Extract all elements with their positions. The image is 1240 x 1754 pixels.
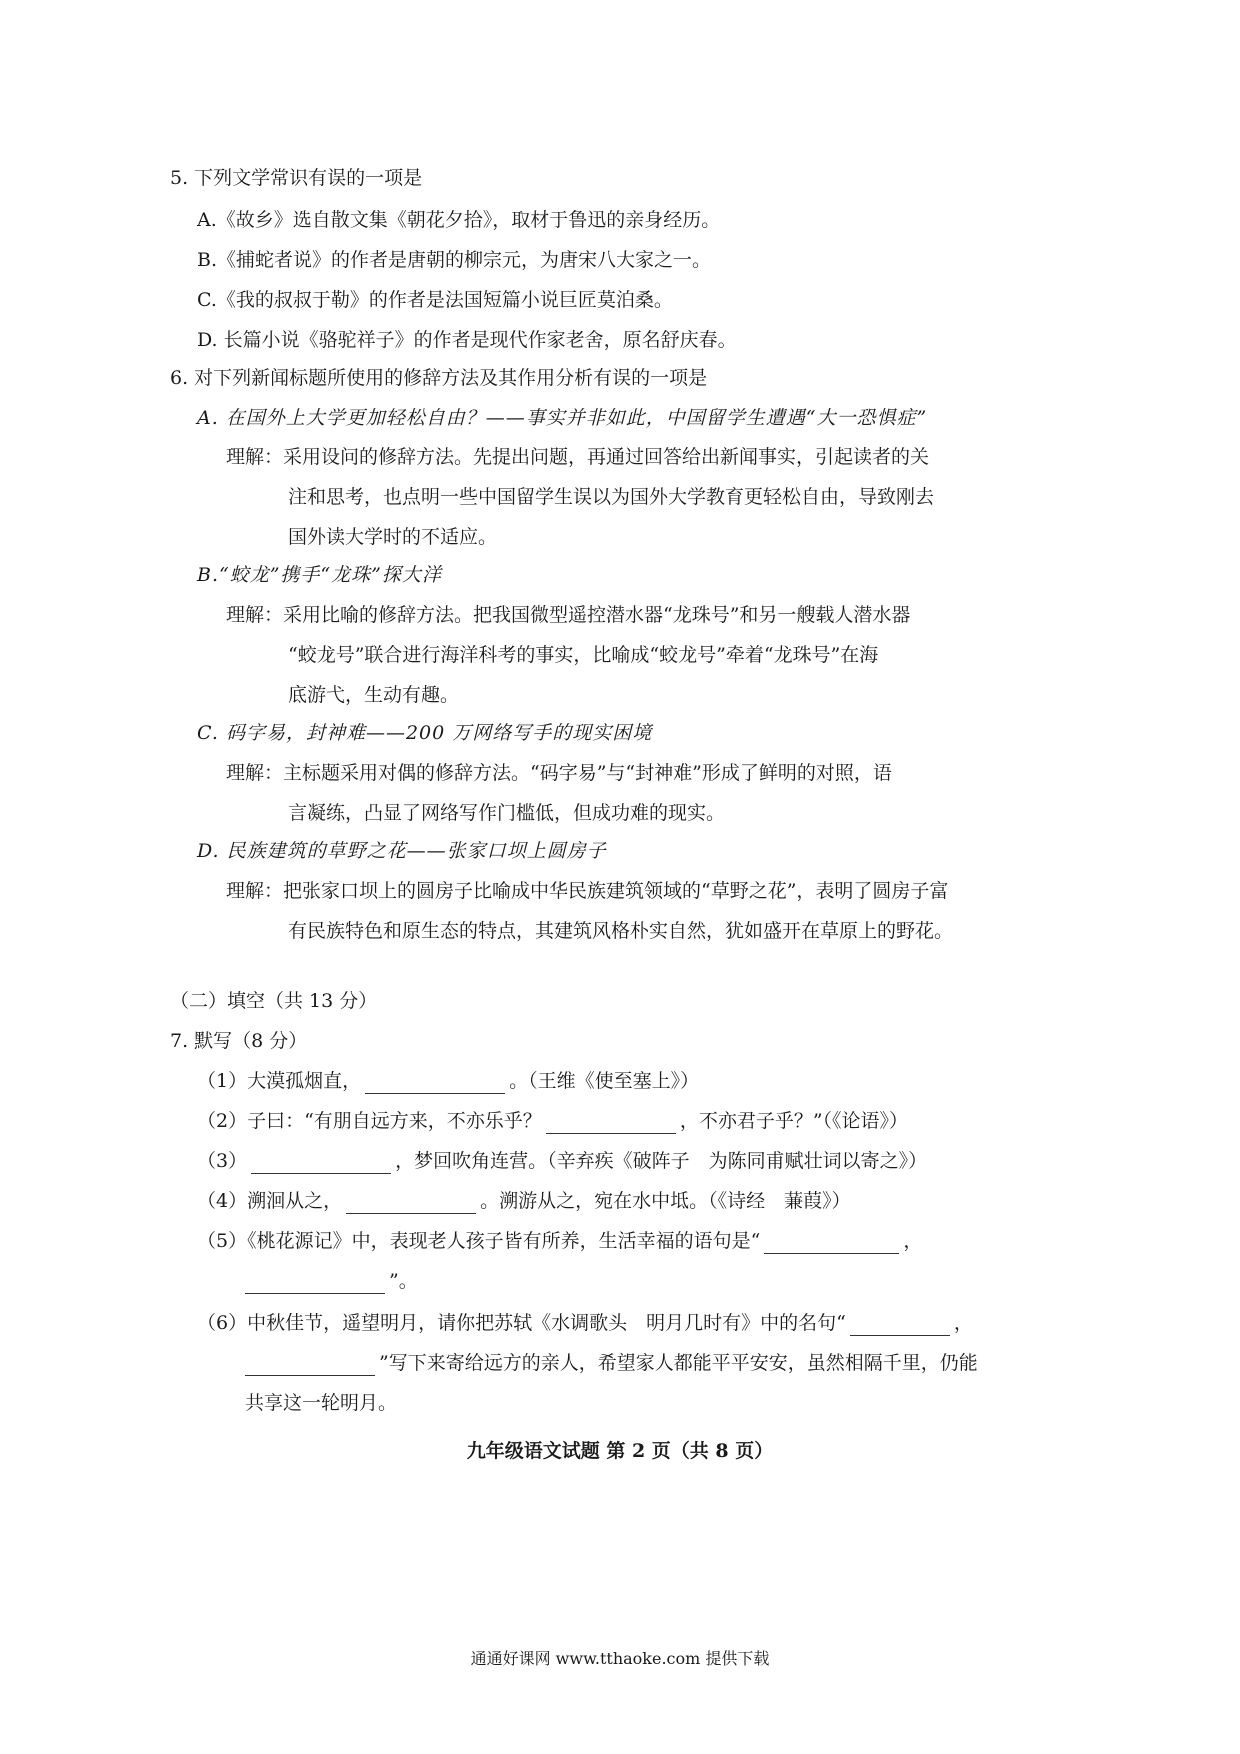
question-7-item-6 xyxy=(197,1310,973,1336)
answer-blank[interactable] xyxy=(850,1317,950,1336)
item-text: （6）中秋佳节，遥望明月，请你把苏轼《水调歌头 明月几时有》中的名句“ xyxy=(197,1312,846,1334)
question-5-option-d: D. 长篇小说《骆驼祥子》的作者是现代作家老舍，原名舒庆春。 xyxy=(197,329,737,351)
item-text: 。溯游从之，宛在水中坻。（《诗经 蒹葭》） xyxy=(480,1190,851,1212)
question-7-stem: 7. 默写（8 分） xyxy=(170,1030,308,1052)
item-text: （4）溯洄从之， xyxy=(197,1190,343,1212)
question-6-option-b-explanation: “蛟龙号”联合进行海洋科考的事实，比喻成“蛟龙号”牵着“龙珠号”在海 xyxy=(288,644,879,666)
item-text: （2）子曰：“有朋自远方来，不亦乐乎？ xyxy=(197,1110,542,1132)
question-6-option-d-explanation: 理解：把张家口坝上的圆房子比喻成中华民族建筑领域的“草野之花”，表明了圆房子富 xyxy=(226,880,949,902)
question-6-option-b-headline: B.“蛟龙”携手“龙珠”探大洋 xyxy=(197,564,442,586)
item-text: ，不亦君子乎？”（《论语》） xyxy=(679,1110,909,1132)
section-heading: （二）填空（共 13 分） xyxy=(170,990,378,1012)
answer-blank[interactable] xyxy=(365,1075,505,1094)
item-text: ， xyxy=(953,1312,973,1334)
question-7-item-1 xyxy=(197,1068,699,1094)
question-5-option-a: A.《故乡》选自散文集《朝花夕拾》，取材于鲁迅的亲身经历。 xyxy=(197,209,721,231)
question-6-option-d-headline: D. 民族建筑的草野之花——张家口坝上圆房子 xyxy=(197,840,607,862)
question-6-option-b-explanation: 底游弋，生动有趣。 xyxy=(288,684,460,706)
item-text: ，梦回吹角连营。（辛弃疾《破阵子 为陈同甫赋壮词以寄之》） xyxy=(395,1150,928,1172)
item-text: （3） xyxy=(197,1150,248,1172)
question-6-option-c-explanation: 理解：主标题采用对偶的修辞方法。“码字易”与“封神难”形成了鲜明的对照，语 xyxy=(226,762,892,784)
question-7-item-4 xyxy=(197,1188,851,1214)
item-text: ”写下来寄给远方的亲人，希望家人都能平平安安，虽然相隔千里，仍能 xyxy=(379,1352,978,1374)
download-source: 通通好课网 www.tthaoke.com 提供下载 xyxy=(470,1649,770,1668)
question-6-option-a-headline: A. 在国外上大学更加轻松自由？——事实并非如此，中国留学生遭遇“大一恐惧症” xyxy=(197,407,928,429)
page-footer: 九年级语文试题 第 2 页（共 8 页） xyxy=(466,1440,774,1462)
question-5-option-c: C.《我的叔叔于勒》的作者是法国短篇小说巨匠莫泊桑。 xyxy=(197,289,673,311)
question-7-item-5-cont xyxy=(245,1268,418,1294)
question-7-item-2 xyxy=(197,1108,908,1134)
item-text: （1）大漠孤烟直， xyxy=(197,1070,362,1092)
question-6-option-b-explanation: 理解：采用比喻的修辞方法。把我国微型遥控潜水器“龙珠号”和另一艘载人潜水器 xyxy=(226,604,911,626)
answer-blank[interactable] xyxy=(546,1115,676,1134)
item-text: 。（王维《使至塞上》） xyxy=(509,1070,700,1092)
question-6-option-a-explanation: 国外读大学时的不适应。 xyxy=(288,526,498,548)
item-text: ， xyxy=(903,1230,923,1252)
item-text: （5）《桃花源记》中，表现老人孩子皆有所养，生活幸福的语句是“ xyxy=(197,1230,761,1252)
answer-blank[interactable] xyxy=(346,1195,476,1214)
question-5-stem: 5. 下列文学常识有误的一项是 xyxy=(170,167,423,189)
question-7-item-6-cont xyxy=(245,1350,978,1376)
question-5-option-b: B.《捕蛇者说》的作者是唐朝的柳宗元，为唐宋八大家之一。 xyxy=(197,249,712,271)
answer-blank[interactable] xyxy=(764,1235,899,1254)
item-text: ”。 xyxy=(389,1270,418,1292)
answer-blank[interactable] xyxy=(251,1155,391,1174)
question-6-option-d-explanation: 有民族特色和原生态的特点，其建筑风格朴实自然，犹如盛开在草原上的野花。 xyxy=(288,920,954,942)
answer-blank[interactable] xyxy=(245,1357,375,1376)
question-6-option-c-explanation: 言凝练，凸显了网络写作门槛低，但成功难的现实。 xyxy=(288,802,726,824)
question-7-item-3 xyxy=(197,1148,927,1174)
question-6-option-a-explanation: 理解：采用设问的修辞方法。先提出问题，再通过回答给出新闻事实，引起读者的关 xyxy=(226,446,930,468)
question-7-item-6-cont: 共享这一轮明月。 xyxy=(245,1392,398,1414)
question-6-stem: 6. 对下列新闻标题所使用的修辞方法及其作用分析有误的一项是 xyxy=(170,367,708,389)
question-6-option-c-headline: C. 码字易，封神难——200 万网络写手的现实困境 xyxy=(197,722,653,744)
question-6-option-a-explanation: 注和思考，也点明一些中国留学生误以为国外大学教育更轻松自由，导致刚去 xyxy=(288,486,935,508)
answer-blank[interactable] xyxy=(245,1275,385,1294)
question-7-item-5 xyxy=(197,1228,922,1254)
